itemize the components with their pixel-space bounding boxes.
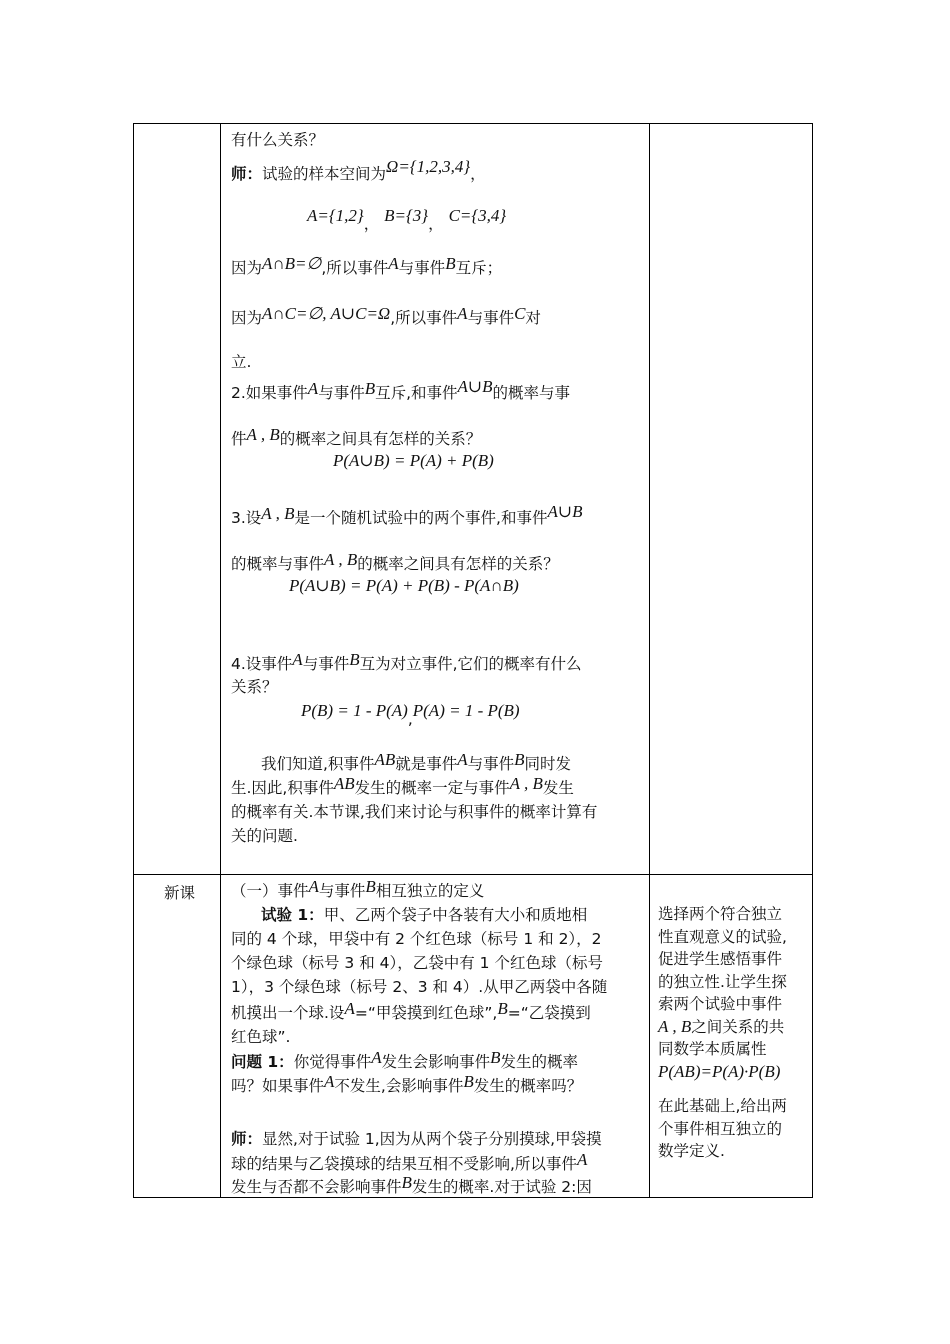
formula-addition-rule: P(A∪B) = P(A) + P(B) bbox=[333, 451, 494, 470]
question-4: 4.设事件A与事件B互为对立事件,它们的概率有什么 bbox=[231, 650, 582, 673]
question-1: 问题 1：你觉得事件A发生会影响事件B发生的概率 bbox=[231, 1048, 579, 1071]
teacher-explanation: 师：显然,对于试验 1,因为从两个袋子分别摸球,甲袋摸 bbox=[231, 1130, 602, 1148]
text-line: 立. bbox=[231, 353, 252, 371]
text-line: 因为A∩C=∅, A∪C=Ω,所以事件A与事件C对 bbox=[231, 304, 541, 327]
experiment-text: 机摸出一个球.设A=“甲袋摸到红色球”,B=“乙袋摸到 bbox=[231, 999, 591, 1022]
table-row-review bbox=[134, 124, 813, 875]
content-cell bbox=[221, 875, 650, 1198]
paragraph-line: 关的问题. bbox=[231, 827, 298, 845]
lesson-plan-table bbox=[133, 123, 813, 1198]
text-line: 有什么关系？ bbox=[231, 131, 325, 149]
paragraph-line: 的概率有关.本节课,我们来讨论与积事件的概率计算有 bbox=[231, 803, 598, 821]
section-label-cell bbox=[134, 875, 221, 1198]
experiment-text: 1），3 个绿色球（标号 2、3 和 4）.从甲乙两袋中各随 bbox=[231, 978, 608, 996]
question-3: 3.设A , B是一个随机试验中的两个事件,和事件A∪B bbox=[231, 502, 583, 527]
notes-cell bbox=[650, 124, 813, 875]
design-notes: 选择两个符合独立 性直观意义的试验, 促进学生感悟事件 的独立性.让学生探 索两个试验中事件 A , B之间关系的共 同数学本质属性 P(AB)=P(A)·P(B) 在此基础上,给出两 个事件相互独立的 数学定义. bbox=[658, 905, 787, 1160]
set-definitions: A={1,2}， B={3}， C={3,4} bbox=[307, 206, 507, 233]
teacher-explanation: 球的结果与乙袋摸球的结果互相不受影响,所以事件A bbox=[231, 1150, 588, 1173]
text-line: 的概率与事件A , B的概率之间具有怎样的关系？ bbox=[231, 550, 559, 573]
table-row-new-lesson bbox=[134, 875, 813, 1198]
experiment-text: 红色球”. bbox=[231, 1028, 291, 1046]
experiment-text: 同的 4 个球，甲袋中有 2 个红色球（标号 1 和 2），2 bbox=[231, 930, 602, 948]
notes-cell bbox=[650, 875, 813, 1198]
section-label-cell bbox=[134, 124, 221, 875]
text-line: 师：试验的样本空间为Ω={1,2,3,4}， bbox=[231, 157, 486, 183]
content-cell bbox=[221, 124, 650, 875]
paragraph-line: 我们知道,积事件AB就是事件A与事件B同时发 bbox=[261, 750, 572, 773]
text-line: 件A , B的概率之间具有怎样的关系？ bbox=[231, 425, 482, 448]
experiment-text: 试验 1：甲、乙两个袋子中各装有大小和质地相 bbox=[261, 906, 588, 924]
question-1: 吗？如果事件A不发生,会影响事件B发生的概率吗？ bbox=[231, 1072, 583, 1095]
teacher-explanation: 发生与否都不会影响事件B发生的概率.对于试验 2:因 bbox=[231, 1173, 592, 1196]
text-line: 因为A∩B=∅,所以事件A与事件B互斥； bbox=[231, 254, 503, 277]
question-2: 2.如果事件A与事件B互斥,和事件A∪B的概率与事 bbox=[231, 377, 571, 402]
formula-complement: P(B) = 1 - P(A),P(A) = 1 - P(B) bbox=[301, 701, 520, 728]
experiment-text: 个绿色球（标号 3 和 4），乙袋中有 1 个红色球（标号 bbox=[231, 954, 603, 972]
text-line: 关系？ bbox=[231, 678, 278, 696]
formula-general-addition: P(A∪B) = P(A) + P(B) - P(A∩B) bbox=[289, 576, 519, 595]
section-heading: （一）事件A与事件B相互独立的定义 bbox=[231, 877, 485, 900]
paragraph-line: 生.因此,积事件AB发生的概率一定与事件A , B发生 bbox=[231, 774, 574, 797]
section-label: 新课 bbox=[164, 884, 196, 902]
